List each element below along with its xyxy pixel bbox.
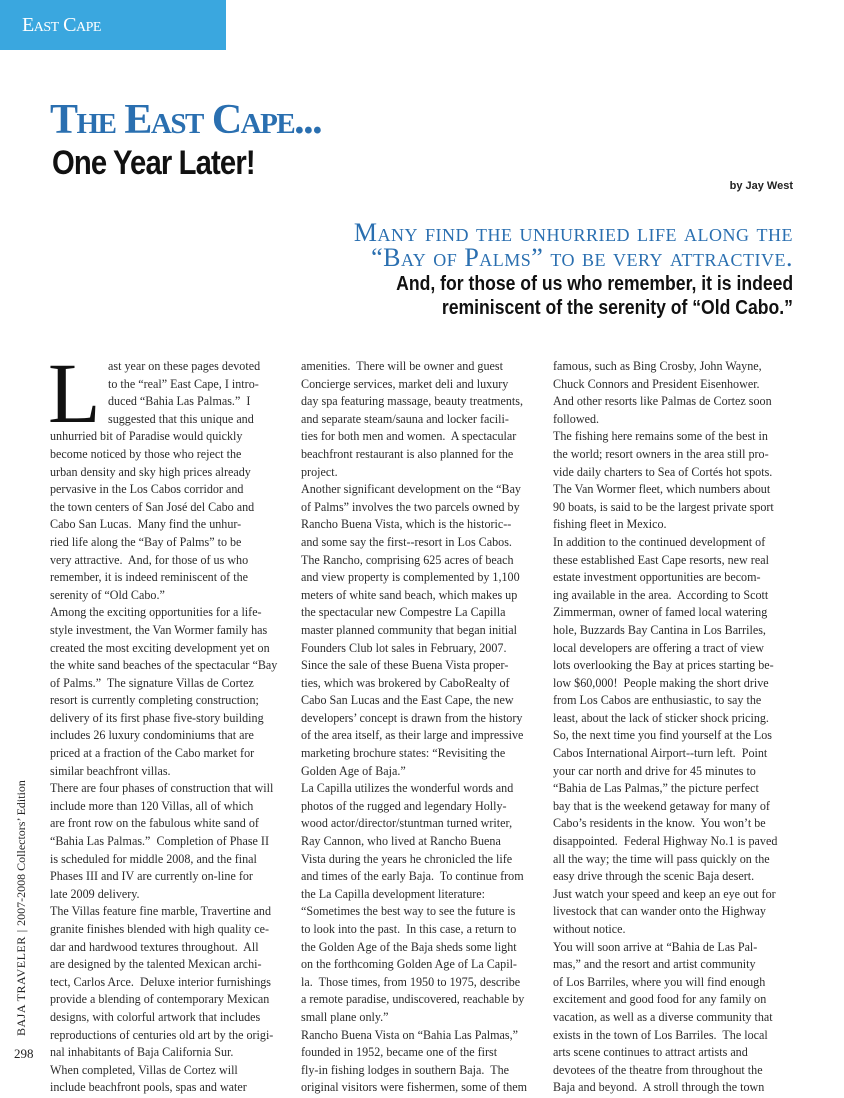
text-line: all the way; the time will pass quickly on the (553, 851, 770, 866)
text-line: to the “real” East Cape, I intro- (108, 376, 259, 391)
text-line: famous, such as Bing Crosby, John Wayne, (553, 359, 762, 373)
text-line: and some say the first--resort in Los Cabos. (301, 534, 512, 549)
text-line: urban density and sky high prices already (50, 464, 251, 479)
text-line: least, about the lack of sticker shock pricing. (553, 710, 769, 725)
text-line: developers’ concept is drawn from the history (301, 710, 523, 725)
text-line: estate investment opportunities are becom- (553, 570, 761, 585)
text-line: serenity of “Old Cabo.” (50, 587, 165, 602)
text-line: Zimmerman, owner of famed local watering (553, 605, 768, 620)
text-line: created the most exciting development yet on (50, 640, 270, 655)
text-line: become noticed by those who reject the (50, 446, 242, 461)
text-line: amenities. There will be owner and guest (301, 359, 503, 373)
section-tab: East Cape (0, 0, 226, 50)
text-line: Since the sale of these Buena Vista proper- (301, 658, 509, 673)
text-line: vacation, as well as a diverse community that (553, 1009, 773, 1024)
deck (153, 220, 793, 270)
text-line: marketing brochure states: “Revisiting the (301, 746, 506, 761)
page-number: 298 (14, 1046, 34, 1061)
text-line: The Van Wormer fleet, which numbers about (553, 482, 771, 497)
text-line: project. (301, 464, 338, 479)
text-line: Cabo’s residents in the know. You won’t be (553, 816, 766, 831)
article-column-1 (50, 358, 290, 1097)
text-line: late 2009 delivery. (50, 886, 140, 901)
text-line: of Palms.” The signature Villas de Cortez (50, 675, 254, 690)
text-line: meters of white sand beach, which makes up (301, 587, 518, 602)
text-line: day spa featuring massage, beauty treatments, (301, 394, 523, 409)
text-line: Founders Club lot sales in February, 2007. (301, 640, 507, 655)
text-line: founded in 1952, became one of the first (301, 1045, 498, 1060)
text-line: priced at a fraction of the Cabo market for (50, 746, 255, 761)
text-line: the spectacular new Compestre La Capilla (301, 605, 506, 620)
article-column-3 (553, 358, 793, 1097)
text-line: Just watch your speed and keep an eye out for (553, 886, 776, 901)
text-line: Golden Age of Baja.” (301, 763, 406, 778)
text-line: on the forthcoming Golden Age of La Capil- (301, 957, 517, 972)
text-line: Cabos International Airport--turn left. Point (553, 746, 768, 761)
text-line: original visitors were fishermen, some of them (301, 1080, 528, 1095)
text-line: the La Capilla development literature: (301, 886, 486, 901)
text-line: Vista during the years he chronicled the life (301, 851, 513, 866)
deck-line: Many find the unhurried life along the (353, 218, 793, 247)
text-line: include more than 120 Villas, all of which (50, 798, 254, 813)
text-line: 90 boats, is said to be the largest private sport (553, 499, 774, 514)
text-line: the town centers of San José del Cabo and (50, 499, 255, 514)
text-line: Rancho Buena Vista on “Bahia Las Palmas,” (301, 1027, 519, 1042)
text-line: duced “Bahia Las Palmas.” I (108, 394, 251, 409)
text-line: Baja and beyond. A stroll through the town (553, 1080, 765, 1095)
text-line: are designed by the talented Mexican archi- (50, 957, 262, 972)
text-line: nal inhabitants of Baja California Sur. (50, 1045, 234, 1060)
text-line: small plane only.” (301, 1009, 389, 1024)
text-line: these established East Cape resorts, new real (553, 552, 769, 567)
text-line: the world; resort owners in the area still pro- (553, 446, 769, 461)
text-line: fishing fleet in Mexico. (553, 517, 667, 532)
headline: The East Cape... (50, 97, 322, 143)
text-line: tect, Carlos Arce. Deluxe interior furnishings (50, 974, 271, 989)
text-line: Another significant development on the “Bay (301, 482, 521, 497)
text-line: reproductions of centuries old art by the origi- (50, 1027, 274, 1042)
byline: by Jay West (729, 180, 793, 192)
text-line: The fishing here remains some of the best in (553, 429, 768, 444)
text-line: lots overlooking the Bay at prices starting be- (553, 658, 774, 673)
text-line: So, the next time you find yourself at the Los (553, 728, 772, 743)
text-line: Among the exciting opportunities for a life- (50, 605, 262, 620)
text-line: and view property is complemented by 1,100 (301, 570, 520, 585)
text-line: La Capilla utilizes the wonderful words and (301, 781, 514, 796)
text-line: resort is currently completing construction; (50, 693, 259, 708)
text-line: style investment, the Van Wormer family has (50, 622, 268, 637)
text-line: devotees of the theatre from throughout the (553, 1062, 763, 1077)
text-line: The Rancho, comprising 625 acres of beach (301, 552, 514, 567)
text-line: dar and hardwood textures throughout. All (50, 939, 259, 954)
text-line: ing available in the area. According to Scott (553, 587, 769, 602)
text-line: remember, it is indeed reminiscent of the (50, 570, 248, 585)
publication-name: BAJA TRAVELER (14, 936, 28, 1036)
text-line: delivery of its first phase five-story building (50, 710, 264, 725)
subheadline: One Year Later! (52, 144, 255, 182)
text-line: Cabo San Lucas and the East Cape, the new (301, 693, 514, 708)
text-line: is scheduled for middle 2008, and the final (50, 851, 257, 866)
text-line: of Los Barriles, where you will find enough (553, 974, 766, 989)
text-line: “Bahia de Las Palmas,” the picture perfect (553, 781, 759, 796)
text-line: pervasive in the Los Cabos corridor and (50, 482, 244, 497)
text-line: provide a blending of contemporary Mexican (50, 992, 270, 1007)
text-line: disappointed. Federal Highway No.1 is paved (553, 834, 778, 849)
text-line: fly-in fishing lodges in southern Baja. The (301, 1062, 510, 1077)
text-line: very attractive. And, for those of us who (50, 552, 249, 567)
subdeck (233, 272, 793, 320)
text-line: and times of the early Baja. To continue from (301, 869, 524, 884)
text-line: unhurried bit of Paradise would quickly (50, 429, 243, 444)
text-line: similar beachfront villas. (50, 763, 171, 778)
text-line: suggested that this unique and (108, 411, 254, 426)
text-line: of Palms” involves the two parcels owned by (301, 499, 520, 514)
text-line: bay that is the weekend getaway for many of (553, 798, 770, 813)
text-line: master planned community that began initial (301, 622, 517, 637)
subdeck-line: And, for those of us who remember, it is indeed (395, 273, 793, 295)
subdeck-line: reminiscent of the serenity of “Old Cabo.” (441, 297, 793, 319)
text-line: “Bahia Las Palmas.” Completion of Phase II (50, 834, 269, 849)
text-line: Phases III and IV are currently on-line for (50, 869, 253, 884)
text-line: And other resorts like Palmas de Cortez soon (553, 394, 772, 409)
text-line: excitement and good food for any family on (553, 992, 767, 1007)
text-line: your car north and drive for 45 minutes to (553, 763, 756, 778)
text-line: easy drive through the scenic Baja desert. (553, 869, 755, 884)
text-line: The Villas feature fine marble, Travertine and (50, 904, 272, 919)
text-line: Ray Cannon, who lived at Rancho Buena (301, 834, 501, 849)
text-line: designs, with colorful artwork that includes (50, 1009, 261, 1024)
text-line: of the area itself, as their large and impressive (301, 728, 524, 743)
text-line: Chuck Connors and President Eisenhower. (553, 376, 760, 391)
text-line: Cabo San Lucas. Many find the unhur- (50, 517, 242, 532)
text-line: the white sand beaches of the spectacular “Bay (50, 658, 278, 673)
text-line: ties, which was brokered by CaboRealty of (301, 675, 510, 690)
text-line: granite finishes blended with high quality ce- (50, 922, 269, 936)
text-line: exists in the town of Los Barriles. The local (553, 1027, 768, 1042)
text-line: Concierge services, market deli and luxury (301, 376, 509, 391)
text-line: arts scene continues to attract artists and (553, 1045, 748, 1060)
text-line: vide daily charters to Sea of Cortés hot spots. (553, 464, 773, 479)
text-line: without notice. (553, 922, 626, 936)
text-line: There are four phases of construction that will (50, 781, 274, 796)
text-line: “Sometimes the best way to see the future is (301, 904, 516, 919)
text-line: Rancho Buena Vista, which is the historic-- (301, 517, 512, 532)
text-line: ties for both men and women. A spectacular (301, 429, 517, 444)
text-line: ast year on these pages devoted (108, 359, 261, 373)
text-line: a remote paradise, undiscovered, reachable by (301, 992, 525, 1007)
text-line: mas,” and the resort and artist community (553, 957, 756, 972)
text-line: and separate steam/sauna and locker facili- (301, 411, 509, 426)
article-column-2 (301, 358, 541, 1097)
deck-line: “Bay of Palms” to be very attractive. (371, 243, 793, 272)
text-line: ried life along the “Bay of Palms” to be (50, 534, 242, 549)
text-line: hole, Buzzards Bay Cantina in Los Barriles, (553, 622, 766, 637)
text-line: la. Those times, from 1950 to 1975, describe (301, 974, 521, 989)
text-line: are front row on the fabulous white sand of (50, 816, 259, 831)
text-line: When completed, Villas de Cortez will (50, 1062, 238, 1077)
text-line: the Golden Age of the Baja sheds some light (301, 939, 517, 954)
text-line: followed. (553, 411, 600, 426)
text-line: from Los Cabos are enthusiastic, to say the (553, 693, 762, 708)
text-line: photos of the rugged and legendary Holly- (301, 798, 507, 813)
text-line: livestock that can wander onto the Highway (553, 904, 766, 919)
text-line: includes 26 luxury condominiums that are (50, 728, 254, 743)
text-line: In addition to the continued development of (553, 534, 766, 549)
text-line: to look into the past. In this case, a return to (301, 922, 517, 936)
text-line: beachfront restaurant is also planned for the (301, 446, 514, 461)
spine-text: BAJA TRAVELER|2007-2008 Collectors’ Edition (14, 780, 28, 1036)
text-line: You will soon arrive at “Bahia de Las Pal- (553, 939, 758, 954)
text-line: low $60,000! People making the short drive (553, 675, 769, 690)
text-line: include beachfront pools, spas and water (50, 1080, 247, 1095)
drop-cap: L (48, 345, 101, 441)
text-line: local developers are offering a tract of view (553, 640, 764, 655)
text-line: wood actor/director/stuntman turned writer, (301, 816, 513, 831)
edition-label: 2007-2008 Collectors’ Edition (14, 780, 28, 926)
